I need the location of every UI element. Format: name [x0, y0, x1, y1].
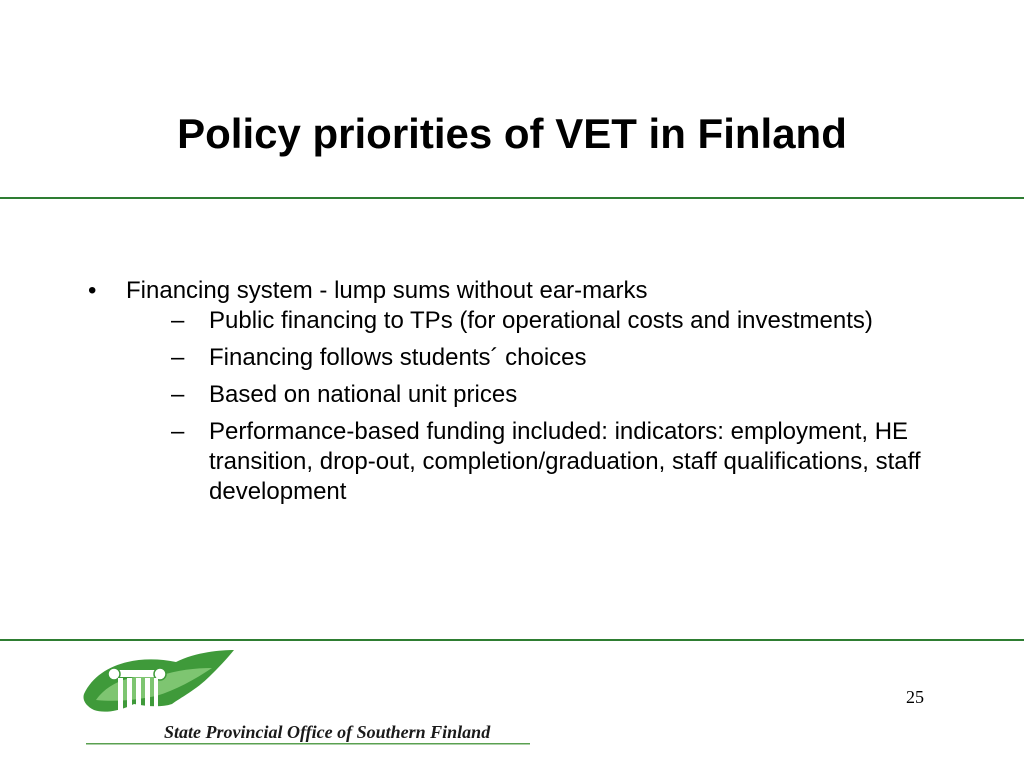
organization-logo	[76, 646, 536, 748]
title-divider	[0, 197, 1024, 199]
sub-bullet-item	[171, 343, 968, 373]
bullet-marker: •	[88, 277, 97, 304]
logo-underline	[86, 743, 530, 745]
column-shaft	[145, 678, 150, 736]
sub-bullet-text: Public financing to TPs (for operational costs and investments)	[209, 307, 873, 334]
sub-bullet-item	[171, 417, 968, 507]
page-number: 25	[906, 687, 924, 707]
sub-bullet-text: Performance-based funding included: indicators: employment, HE transition, drop-out, completion/graduation, staff qualifications, staff development	[209, 418, 921, 505]
sub-bullet-marker: –	[171, 344, 185, 371]
sub-bullet-item	[171, 306, 968, 336]
slide-title: Policy priorities of VET in Finland	[177, 110, 847, 157]
footer-divider	[0, 639, 1024, 641]
sub-bullet-text: Financing follows students´ choices	[209, 344, 587, 371]
bullet-list	[88, 276, 968, 517]
column-shaft	[154, 678, 158, 736]
column-shaft	[136, 678, 141, 736]
bullet-text: Financing system - lump sums without ear-marks	[126, 277, 648, 304]
logo-text: State Provincial Office of Southern Finland	[164, 722, 491, 742]
column-shaft	[127, 678, 132, 736]
sub-bullet-item	[171, 380, 968, 410]
sub-bullet-marker: –	[171, 418, 185, 445]
bullet-item	[88, 276, 968, 507]
sub-bullet-text: Based on national unit prices	[209, 381, 518, 408]
sub-bullet-marker: –	[171, 381, 185, 408]
column-shaft	[118, 678, 123, 736]
sub-bullet-list	[126, 306, 968, 507]
sub-bullet-marker: –	[171, 307, 185, 334]
